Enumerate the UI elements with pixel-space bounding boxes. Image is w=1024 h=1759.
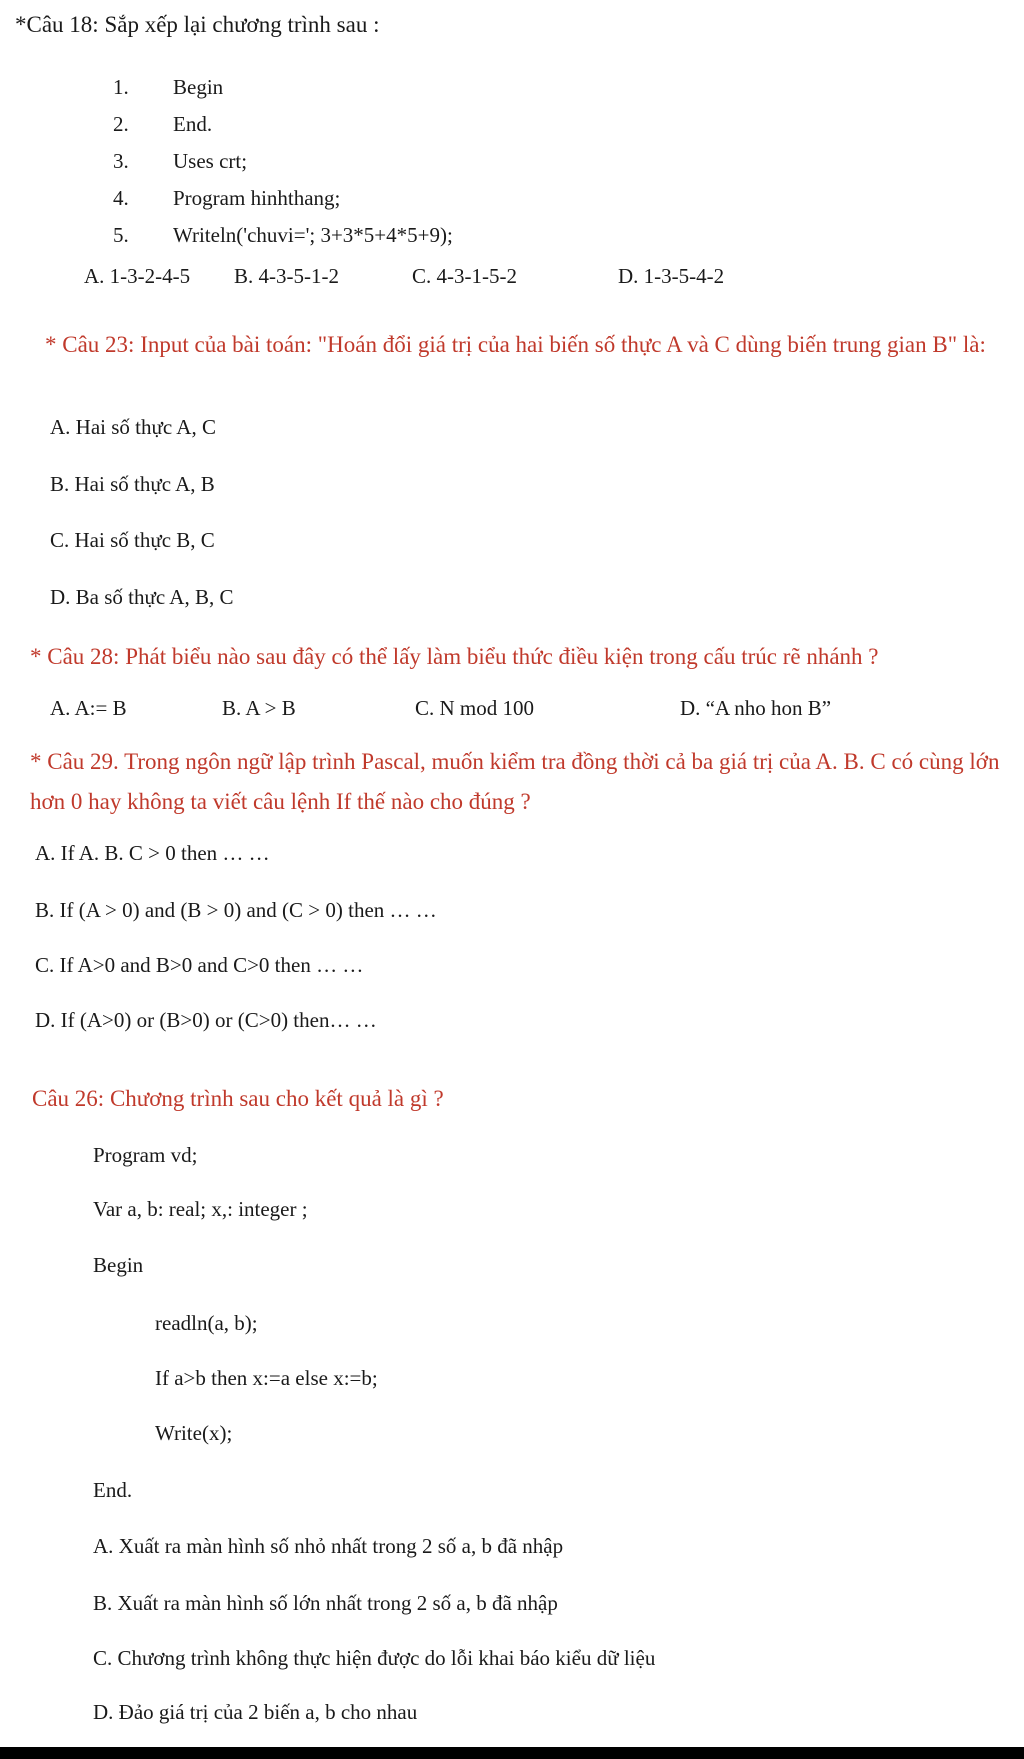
program-line: 1. Begin <box>113 75 224 99</box>
q28-option-c[interactable]: C. N mod 100 <box>415 696 535 720</box>
q23-title: * Câu 23: Input của bài toán: "Hoán đổi giá trị của hai biến số thực A và C dùng biến trung gian B" là: <box>45 332 986 357</box>
q28-title: * Câu 28: Phát biểu nào sau đây có thể lấy làm biểu thức điều kiện trong cấu trúc rẽ nhánh ? <box>30 644 879 669</box>
q26-option-c[interactable]: C. Chương trình không thực hiện được do lỗi khai báo kiểu dữ liệu <box>93 1646 656 1670</box>
program-line: 3. Uses crt; <box>113 149 248 173</box>
q18-option-a[interactable]: A. 1-3-2-4-5 <box>84 264 191 288</box>
q18-option-c[interactable]: C. 4-3-1-5-2 <box>412 264 517 288</box>
q23-option-a[interactable]: A. Hai số thực A, C <box>50 415 216 439</box>
q29-option-b[interactable]: B. If (A > 0) and (B > 0) and (C > 0) then … … <box>35 898 437 922</box>
code-line: Begin <box>93 1253 144 1277</box>
q28-option-d[interactable]: D. “A nho hon B” <box>680 696 832 720</box>
program-line: 4. Program hinhthang; <box>113 186 341 210</box>
q23-option-b[interactable]: B. Hai số thực A, B <box>50 472 215 496</box>
q29-option-d[interactable]: D. If (A>0) or (B>0) or (C>0) then… … <box>35 1008 377 1032</box>
bottom-border <box>0 1747 1024 1759</box>
q28-option-b[interactable]: B. A > B <box>222 696 296 720</box>
program-line: 2. End. <box>113 112 213 136</box>
q23-option-d[interactable]: D. Ba số thực A, B, C <box>50 585 234 609</box>
q28-option-a[interactable]: A. A:= B <box>50 696 127 720</box>
code-line: Write(x); <box>155 1421 233 1445</box>
q23-option-c[interactable]: C. Hai số thực B, C <box>50 528 215 552</box>
q18-option-b[interactable]: B. 4-3-5-1-2 <box>234 264 339 288</box>
code-line: Var a, b: real; x,: integer ; <box>93 1197 308 1221</box>
q26-option-a[interactable]: A. Xuất ra màn hình số nhỏ nhất trong 2 số a, b đã nhập <box>93 1534 564 1558</box>
q26-option-d[interactable]: D. Đảo giá trị của 2 biến a, b cho nhau <box>93 1700 418 1724</box>
code-line: If a>b then x:=a else x:=b; <box>155 1366 378 1390</box>
q18-program-lines <box>113 69 453 254</box>
code-line: End. <box>93 1478 133 1502</box>
q18-option-d[interactable]: D. 1-3-5-4-2 <box>618 264 725 288</box>
q26-title: Câu 26: Chương trình sau cho kết quả là gì ? <box>32 1086 444 1111</box>
q26-option-b[interactable]: B. Xuất ra màn hình số lớn nhất trong 2 số a, b đã nhập <box>93 1591 558 1615</box>
q29-title: * Câu 29. Trong ngôn ngữ lập trình Pascal, muốn kiểm tra đồng thời cả ba giá trị của A. B. C có cùng lớn hơn 0 hay không ta viết câu lệnh If thế nào cho đúng ? <box>30 749 1000 814</box>
code-line: readln(a, b); <box>155 1311 258 1335</box>
q29-option-c[interactable]: C. If A>0 and B>0 and C>0 then … … <box>35 953 364 977</box>
q18-title: *Câu 18: Sắp xếp lại chương trình sau : <box>15 12 380 37</box>
q29-option-a[interactable]: A. If A. B. C > 0 then … … <box>35 841 270 865</box>
program-line: 5. Writeln('chuvi='; 3+3*5+4*5+9); <box>113 223 453 247</box>
code-line: Program vd; <box>93 1143 198 1167</box>
